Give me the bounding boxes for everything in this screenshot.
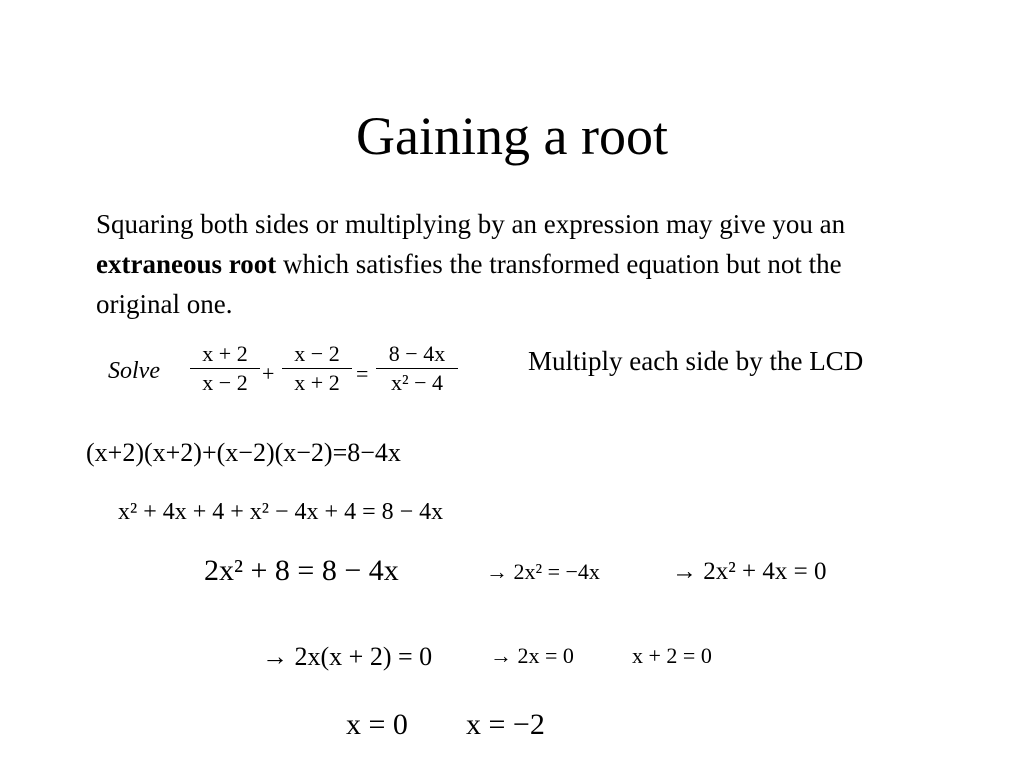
paragraph-text-start: Squaring both sides or multiplying by an expression may give you an <box>96 209 846 239</box>
fraction-1 <box>190 340 260 397</box>
paragraph-text-end: which satisfies the transformed equation but not the original one. <box>96 249 842 319</box>
step-2-expanded-sum: x² + 4x + 4 + x² − 4x + 4 = 8 − 4x <box>118 499 444 525</box>
fraction-1-numerator: x + 2 <box>202 341 248 366</box>
fraction-2-numerator: x − 2 <box>294 341 340 366</box>
explanation-paragraph <box>96 204 856 324</box>
fraction-2 <box>282 340 352 397</box>
solution-2: x = −2 <box>466 708 545 741</box>
slide-title: Gaining a root <box>356 106 668 166</box>
step-3-rearranged: → 2x² = −4x <box>486 559 600 584</box>
fraction-1-denominator: x − 2 <box>202 370 248 395</box>
fraction-3-numerator: 8 − 4x <box>388 341 446 366</box>
step-3-simplified: 2x² + 8 = 8 − 4x <box>204 554 399 587</box>
fraction-2-denominator: x + 2 <box>294 370 340 395</box>
step-4-factor-1: → 2x = 0 <box>490 643 574 668</box>
paragraph-bold-term: extraneous root <box>96 249 277 279</box>
solve-label: Solve <box>108 358 160 384</box>
fraction-3-denominator: x² − 4 <box>390 370 443 395</box>
solution-1: x = 0 <box>346 708 408 741</box>
plus-operator: + <box>262 361 275 386</box>
step-1-expanded-product: (x+2)(x+2)+(x−2)(x−2)=8−4x <box>86 438 401 467</box>
step-4-factor-2: x + 2 = 0 <box>632 643 712 668</box>
equals-operator: = <box>356 361 369 386</box>
fraction-3 <box>376 340 458 397</box>
step-3-zero-form: → 2x² + 4x = 0 <box>672 558 827 585</box>
lcd-note: Multiply each side by the LCD <box>528 346 864 376</box>
step-4-factored: → 2x(x + 2) = 0 <box>262 642 433 671</box>
